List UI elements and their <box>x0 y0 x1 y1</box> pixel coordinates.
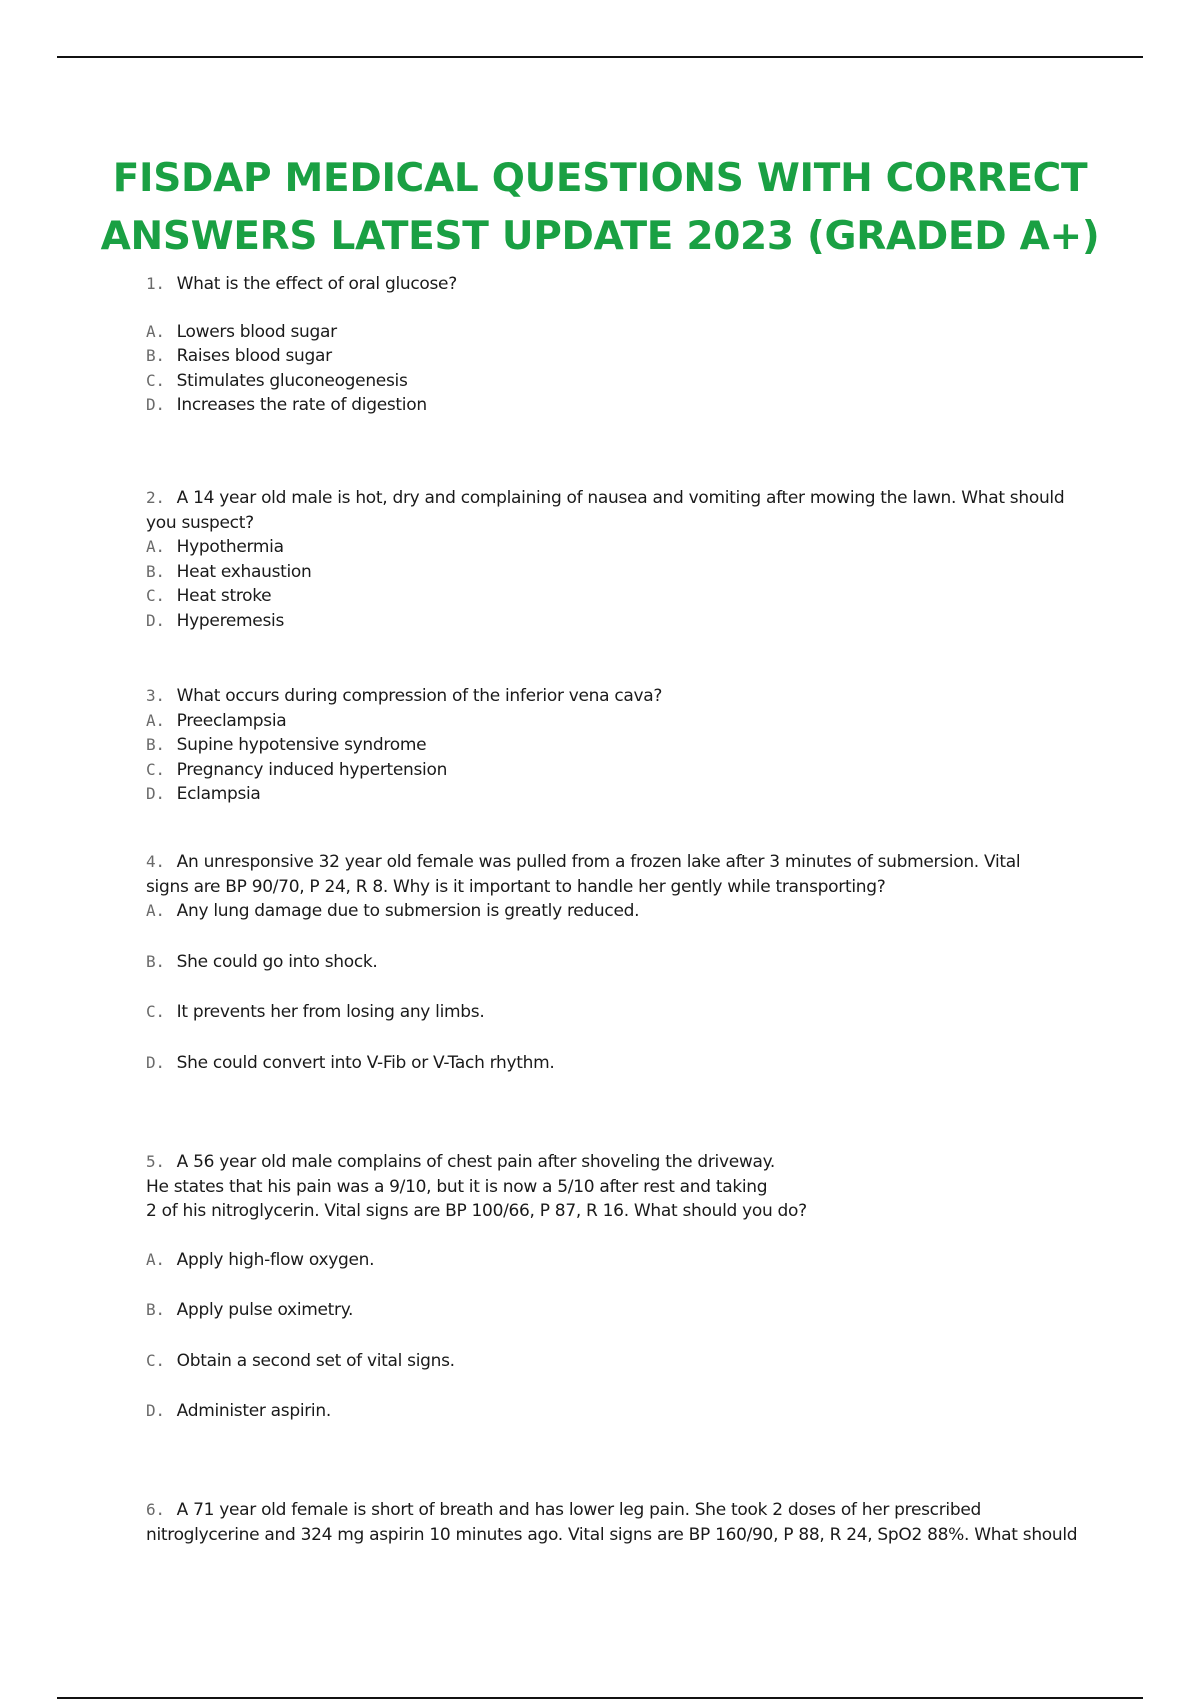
stem-line: What occurs during compression of the inferior vena cava? <box>176 686 663 706</box>
stem-line: you suspect? <box>146 512 254 533</box>
stem-line: An unresponsive 32 year old female was pulled from a frozen lake after 3 minutes of submersion. Vital <box>176 852 1021 872</box>
option-b <box>146 733 1076 758</box>
stem-line: A 56 year old male complains of chest pain after shoveling the driveway. <box>176 1152 776 1172</box>
bottom-rule <box>57 1697 1143 1699</box>
question-4 <box>146 850 1076 1075</box>
page-title <box>60 150 1140 266</box>
question-number: 2. <box>146 488 165 507</box>
option-text: Administer aspirin. <box>176 1401 331 1421</box>
option-text: Raises blood sugar <box>176 346 332 366</box>
option-text: Apply high-flow oxygen. <box>176 1249 375 1270</box>
question-2 <box>146 486 1076 633</box>
option-text: It prevents her from losing any limbs. <box>176 1002 485 1022</box>
option-text: Heat stroke <box>176 586 272 606</box>
stem-line: nitroglycerine and 324 mg aspirin 10 minutes ago. Vital signs are BP 160/90, P 88, R 24, SpO2 88%. What should <box>146 1524 1078 1545</box>
option-b <box>146 950 1076 975</box>
option-letter: B. <box>146 951 165 971</box>
option-text: Obtain a second set of vital signs. <box>176 1350 455 1371</box>
option-letter: A. <box>146 901 165 920</box>
question-stem <box>146 272 1076 297</box>
question-number: 5. <box>146 1152 165 1171</box>
question-number: 6. <box>146 1500 165 1519</box>
option-letter: D. <box>146 395 165 414</box>
option-text: Any lung damage due to submersion is greatly reduced. <box>176 901 640 921</box>
option-a <box>146 709 1076 734</box>
question-1 <box>146 272 1076 418</box>
question-stem <box>146 1150 1076 1175</box>
option-text: Increases the rate of digestion <box>176 395 427 415</box>
option-text: Supine hypotensive syndrome <box>176 735 427 755</box>
stem-line: What is the effect of oral glucose? <box>176 274 457 294</box>
option-text: She could go into shock. <box>176 951 378 972</box>
question-stem <box>146 684 1076 709</box>
question-5 <box>146 1150 1076 1424</box>
option-letter: D. <box>146 610 165 630</box>
question-stem <box>146 850 1076 875</box>
option-letter: D. <box>146 784 165 803</box>
option-letter: C. <box>146 1002 165 1021</box>
option-c <box>146 369 1076 394</box>
option-b <box>146 560 1076 585</box>
option-letter: A. <box>146 710 165 730</box>
option-text: She could convert into V-Fib or V-Tach rhythm. <box>176 1052 555 1073</box>
option-d <box>146 609 1076 634</box>
option-text: Preeclampsia <box>176 710 287 731</box>
option-letter: C. <box>146 586 165 605</box>
option-letter: B. <box>146 735 165 754</box>
option-text: Hypothermia <box>176 537 284 557</box>
option-text: Stimulates gluconeogenesis <box>176 370 408 391</box>
option-text: Apply pulse oximetry. <box>176 1300 354 1320</box>
option-text: Lowers blood sugar <box>176 321 337 342</box>
option-a <box>146 320 1076 345</box>
option-text: Pregnancy induced hypertension <box>176 759 448 780</box>
option-letter: D. <box>146 1052 165 1072</box>
option-text: Eclampsia <box>176 784 261 804</box>
option-letter: D. <box>146 1401 165 1420</box>
option-letter: A. <box>146 537 165 556</box>
option-letter: C. <box>146 759 165 779</box>
option-text: Hyperemesis <box>176 610 284 631</box>
stem-line: signs are BP 90/70, P 24, R 8. Why is it important to handle her gently while transporting? <box>146 876 886 897</box>
option-c <box>146 1000 1076 1025</box>
question-number: 1. <box>146 274 165 293</box>
option-d <box>146 1051 1076 1076</box>
option-text: Heat exhaustion <box>176 561 312 582</box>
option-letter: B. <box>146 561 165 581</box>
question-stem <box>146 486 1076 511</box>
option-a <box>146 1248 1076 1273</box>
title-line-2: ANSWERS LATEST UPDATE 2023 (GRADED A+) <box>100 214 1100 259</box>
stem-line: A 14 year old male is hot, dry and complaining of nausea and vomiting after mowing the lawn. What should <box>176 488 1065 508</box>
stem-line: A 71 year old female is short of breath and has lower leg pain. She took 2 doses of her prescribed <box>176 1500 981 1520</box>
option-d <box>146 1399 1076 1424</box>
option-c <box>146 758 1076 783</box>
option-a <box>146 535 1076 560</box>
option-letter: B. <box>146 346 165 365</box>
question-stem <box>146 1498 1076 1523</box>
top-rule <box>57 56 1143 58</box>
option-letter: C. <box>146 1350 165 1370</box>
option-letter: A. <box>146 1249 165 1269</box>
option-d <box>146 393 1076 418</box>
question-3 <box>146 684 1076 807</box>
option-letter: C. <box>146 370 165 390</box>
title-line-1: FISDAP MEDICAL QUESTIONS WITH CORRECT <box>112 156 1088 201</box>
option-c <box>146 584 1076 609</box>
option-d <box>146 782 1076 807</box>
option-letter: A. <box>146 321 165 341</box>
option-a <box>146 899 1076 924</box>
option-b <box>146 344 1076 369</box>
option-letter: B. <box>146 1300 165 1319</box>
question-6 <box>146 1498 1076 1547</box>
option-c <box>146 1349 1076 1374</box>
question-number: 3. <box>146 686 165 705</box>
question-number: 4. <box>146 852 165 871</box>
stem-line: He states that his pain was a 9/10, but it is now a 5/10 after rest and taking <box>146 1176 768 1197</box>
option-b <box>146 1298 1076 1323</box>
stem-line: 2 of his nitroglycerin. Vital signs are BP 100/66, P 87, R 16. What should you do? <box>146 1201 807 1221</box>
